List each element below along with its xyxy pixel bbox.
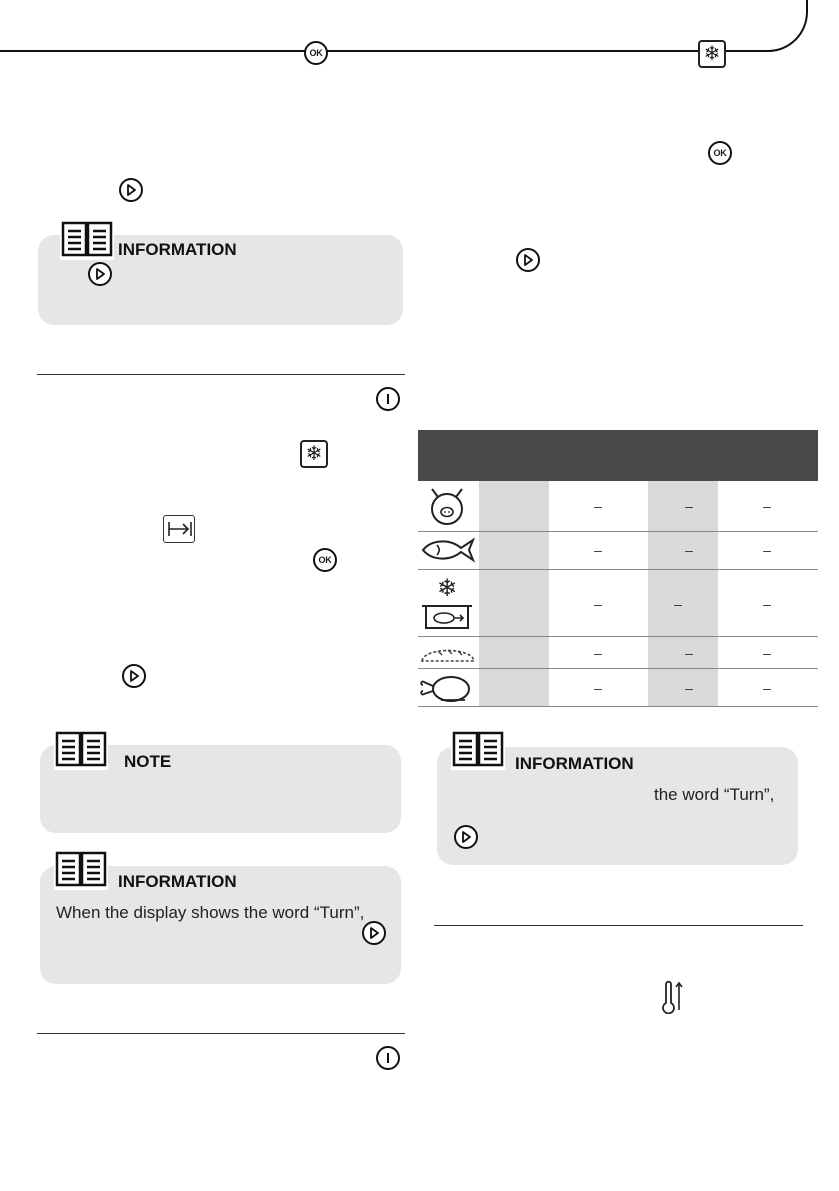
table-cell: –	[674, 596, 682, 612]
play-icon	[119, 178, 143, 202]
information-text: the word “Turn”,	[654, 785, 775, 804]
table-shaded-column	[648, 481, 718, 707]
information-text: When the display shows the word “Turn”,	[56, 903, 365, 922]
table-header	[418, 430, 818, 481]
fish-icon	[421, 536, 475, 569]
table-row-divider	[418, 531, 818, 532]
book-icon	[54, 850, 108, 890]
ok-button-icon: OK	[313, 548, 337, 572]
table-cell: –	[685, 645, 693, 661]
table-row-divider	[418, 668, 818, 669]
table-cell: –	[685, 680, 693, 696]
table-cell: –	[685, 498, 693, 514]
note-title: NOTE	[124, 752, 172, 771]
table-row-divider	[418, 706, 818, 707]
ok-button-icon: OK	[304, 41, 328, 65]
power-icon	[376, 1046, 400, 1070]
table-row-divider	[418, 636, 818, 637]
table-cell: –	[763, 498, 771, 514]
information-title: INFORMATION	[118, 240, 237, 259]
play-icon	[88, 262, 112, 286]
book-icon	[451, 730, 505, 770]
table-cell: –	[685, 542, 693, 558]
defrost-snowflake-icon: ❄	[698, 40, 726, 68]
section-divider	[434, 925, 803, 926]
power-icon	[376, 387, 400, 411]
play-icon	[454, 825, 478, 849]
information-title: INFORMATION	[515, 754, 634, 773]
section-divider	[37, 1033, 405, 1034]
svg-text:❄: ❄	[436, 574, 458, 602]
skip-icon	[163, 515, 195, 543]
table-cell: –	[763, 645, 771, 661]
book-icon	[60, 220, 114, 260]
table-shaded-column	[479, 481, 549, 707]
pig-icon	[424, 485, 470, 532]
table-cell: –	[763, 680, 771, 696]
table-row-divider	[418, 569, 818, 570]
play-icon	[362, 921, 386, 945]
bread-icon	[418, 641, 478, 670]
play-icon	[122, 664, 146, 688]
thermometer-icon	[662, 980, 684, 1019]
table-cell: –	[594, 596, 602, 612]
frozen-chicken-icon	[418, 574, 476, 637]
table-cell: –	[594, 680, 602, 696]
page-top-edge	[0, 0, 808, 52]
roast-chicken-icon	[419, 672, 473, 709]
play-icon	[516, 248, 540, 272]
information-title: INFORMATION	[118, 872, 237, 891]
section-divider	[37, 374, 405, 375]
table-cell: –	[763, 596, 771, 612]
ok-button-icon: OK	[708, 141, 732, 165]
book-icon	[54, 730, 108, 770]
table-cell: –	[594, 645, 602, 661]
table-cell: –	[594, 498, 602, 514]
table-cell: –	[763, 542, 771, 558]
table-cell: –	[594, 542, 602, 558]
defrost-snowflake-icon: ❄	[300, 440, 328, 468]
